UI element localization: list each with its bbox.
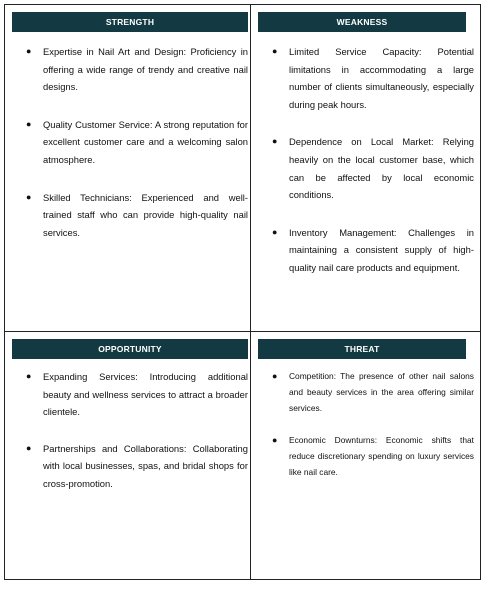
list-item: ● Partnerships and Collaborations: Collaborating with local businesses, spas, and bridal shops for cross-promotion. <box>12 440 248 493</box>
strength-header: STRENGTH <box>12 12 248 32</box>
list-item: ● Competition: The presence of other nail salons and beauty services in the area offering similar services. <box>258 368 474 416</box>
column-divider <box>250 4 251 580</box>
bullet-icon: ● <box>272 46 278 56</box>
bullet-icon: ● <box>26 442 32 453</box>
threat-cell <box>258 339 474 480</box>
threat-list <box>258 368 474 480</box>
threat-header: THREAT <box>258 339 466 359</box>
list-item: ● Expertise in Nail Art and Design: Proficiency in offering a wide range of trendy and creative nail designs. <box>12 43 248 96</box>
list-item: ● Economic Downturns: Economic shifts that reduce discretionary spending on luxury services like nail care. <box>258 432 474 480</box>
strength-list <box>12 43 248 241</box>
bullet-icon: ● <box>272 371 278 381</box>
list-item: ● Dependence on Local Market: Relying heavily on the local customer base, which can be affected by local economic conditions. <box>258 133 474 203</box>
bullet-icon: ● <box>272 226 278 237</box>
opportunity-header: OPPORTUNITY <box>12 339 248 359</box>
weakness-header: WEAKNESS <box>258 12 466 32</box>
bullet-icon: ● <box>272 136 278 147</box>
list-item: ● Limited Service Capacity: Potential limitations in accommodating a large number of clients simultaneously, especially during peak hours. <box>258 43 474 113</box>
strength-cell <box>12 12 248 241</box>
opportunity-list <box>12 368 248 493</box>
bullet-icon: ● <box>26 371 32 381</box>
weakness-cell <box>258 12 474 277</box>
list-item: ● Quality Customer Service: A strong reputation for excellent customer care and a welcoming salon atmosphere. <box>12 116 248 169</box>
list-item: ● Skilled Technicians: Experienced and well-trained staff who can provide high-quality nail services. <box>12 189 248 242</box>
list-item: ● Expanding Services: Introducing additional beauty and wellness services to attract a broader clientele. <box>12 368 248 421</box>
row-divider <box>4 331 481 332</box>
bullet-icon: ● <box>26 118 32 129</box>
bullet-icon: ● <box>26 46 32 56</box>
weakness-list <box>258 43 474 277</box>
bullet-icon: ● <box>26 191 32 202</box>
opportunity-cell <box>12 339 248 493</box>
list-item: ● Inventory Management: Challenges in maintaining a consistent supply of high-quality nail care products and equipment. <box>258 224 474 277</box>
bullet-icon: ● <box>272 435 278 445</box>
